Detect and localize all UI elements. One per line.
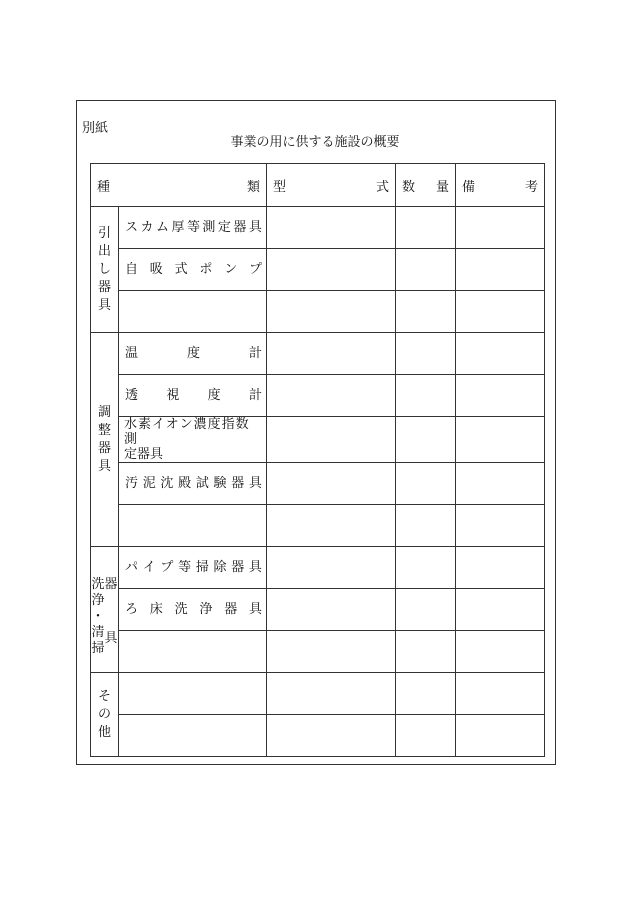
table-row xyxy=(91,715,545,757)
item-name-empty[interactable] xyxy=(119,715,267,757)
quantity-cell[interactable] xyxy=(396,505,456,547)
quantity-cell[interactable] xyxy=(396,673,456,715)
model-cell[interactable] xyxy=(267,333,396,375)
model-cell[interactable] xyxy=(267,463,396,505)
table-row xyxy=(91,333,545,375)
quantity-cell[interactable] xyxy=(396,249,456,291)
remarks-cell[interactable] xyxy=(456,375,545,417)
model-cell[interactable] xyxy=(267,417,396,463)
remarks-cell[interactable] xyxy=(456,547,545,589)
category-label-cleaning: 洗 浄 ・ 清 掃 器 具 xyxy=(91,547,119,673)
item-name: パ イ プ 等 掃 除 器 具 xyxy=(119,547,267,589)
table-row xyxy=(91,673,545,715)
quantity-cell[interactable] xyxy=(396,631,456,673)
header-quantity: 数 量 xyxy=(396,164,456,207)
quantity-cell[interactable] xyxy=(396,375,456,417)
item-name: ろ 床 洗 浄 器 具 xyxy=(119,589,267,631)
quantity-cell[interactable] xyxy=(396,207,456,249)
quantity-cell[interactable] xyxy=(396,589,456,631)
table-row xyxy=(91,547,545,589)
remarks-cell[interactable] xyxy=(456,417,545,463)
model-cell[interactable] xyxy=(267,547,396,589)
model-cell[interactable] xyxy=(267,207,396,249)
item-name: 汚 泥 沈 殿 試 験 器 具 xyxy=(119,463,267,505)
category-label-other: そ の 他 xyxy=(91,673,119,757)
quantity-cell[interactable] xyxy=(396,417,456,463)
remarks-cell[interactable] xyxy=(456,505,545,547)
remarks-cell[interactable] xyxy=(456,249,545,291)
model-cell[interactable] xyxy=(267,505,396,547)
remarks-cell[interactable] xyxy=(456,715,545,757)
table-row xyxy=(91,631,545,673)
remarks-cell[interactable] xyxy=(456,333,545,375)
remarks-cell[interactable] xyxy=(456,631,545,673)
attachment-label: 別紙 xyxy=(82,121,109,136)
remarks-cell[interactable] xyxy=(456,207,545,249)
item-name: 水素イオン濃度指数測 定器具 xyxy=(119,417,267,463)
table-row xyxy=(91,417,545,463)
facility-table xyxy=(90,163,545,757)
item-name: ス カ ム 厚 等 測 定 器 具 xyxy=(119,207,267,249)
category-label-adjustment: 調 整 器 具 xyxy=(91,333,119,547)
model-cell[interactable] xyxy=(267,715,396,757)
quantity-cell[interactable] xyxy=(396,715,456,757)
item-name: 自 吸 式 ポ ン プ xyxy=(119,249,267,291)
header-row xyxy=(91,164,545,207)
model-cell[interactable] xyxy=(267,589,396,631)
table-row xyxy=(91,375,545,417)
item-name-empty[interactable] xyxy=(119,291,267,333)
item-name: 温 度 計 xyxy=(119,333,267,375)
model-cell[interactable] xyxy=(267,249,396,291)
table-row xyxy=(91,463,545,505)
model-cell[interactable] xyxy=(267,375,396,417)
header-kind: 種 類 xyxy=(91,164,267,207)
model-cell[interactable] xyxy=(267,631,396,673)
table-row xyxy=(91,249,545,291)
category-label-extraction: 引 出 し 器 具 xyxy=(91,207,119,333)
model-cell[interactable] xyxy=(267,291,396,333)
remarks-cell[interactable] xyxy=(456,673,545,715)
document-title: 事業の用に供する施設の概要 xyxy=(230,135,400,150)
remarks-cell[interactable] xyxy=(456,589,545,631)
quantity-cell[interactable] xyxy=(396,333,456,375)
quantity-cell[interactable] xyxy=(396,463,456,505)
header-model: 型 式 xyxy=(267,164,396,207)
model-cell[interactable] xyxy=(267,673,396,715)
table-row xyxy=(91,589,545,631)
remarks-cell[interactable] xyxy=(456,463,545,505)
header-remarks: 備 考 xyxy=(456,164,545,207)
quantity-cell[interactable] xyxy=(396,291,456,333)
table-row xyxy=(91,207,545,249)
item-name-empty[interactable] xyxy=(119,505,267,547)
table-row xyxy=(91,505,545,547)
table-row xyxy=(91,291,545,333)
item-name-empty[interactable] xyxy=(119,631,267,673)
quantity-cell[interactable] xyxy=(396,547,456,589)
item-name-empty[interactable] xyxy=(119,673,267,715)
item-name: 透 視 度 計 xyxy=(119,375,267,417)
remarks-cell[interactable] xyxy=(456,291,545,333)
